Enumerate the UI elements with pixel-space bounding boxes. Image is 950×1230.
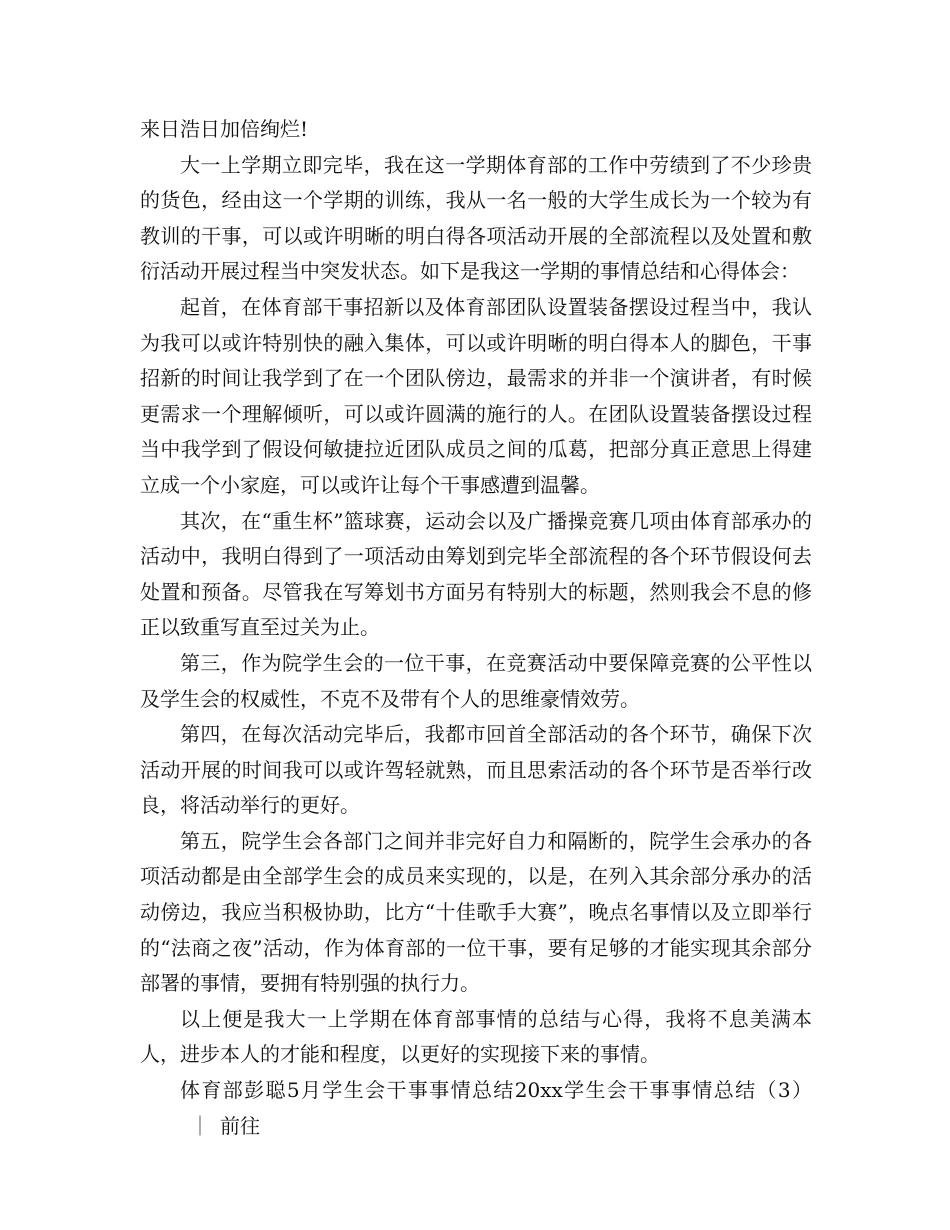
- more-link[interactable]: 前往: [220, 1113, 260, 1138]
- paragraph-fifth: 第五，院学生会各部门之间并非完好自力和隔断的，院学生会承办的各项活动都是由全部学生会的成员来实现的，以是，在列入其余部分承办的活动傍边，我应当积极协助，比方“十佳歌手大赛”，晚点名事情以及立即举行的“法商之夜”活动，作为体育部的一位干事，要有足够的才能实现其余部分部署的事情，要拥有特别强的执行力。: [140, 828, 812, 996]
- paragraph-conclusion: 以上便是我大一上学期在体育部事情的总结与心得，我将不息美满本人，进步本人的才能和程度，以更好的实现接下来的事情。: [140, 1006, 812, 1067]
- paragraph-first: 起首，在体育部干事招新以及体育部团队设置装备摆设过程当中，我认为我可以或许特别快的融入集体，可以或许明晰的明白得本人的脚色，干事招新的时间让我学到了在一个团队傍边，最需求的并非一个演讲者，有时候更需求一个理解倾听，可以或许圆满的施行的人。在团队设置装备摆设过程当中我学到了假设何敏捷拉近团队成员之间的瓜葛，把部分真正意思上得建立成一个小家庭，可以或许让每个干事感遭到温馨。: [140, 294, 812, 497]
- paragraph-third: 第三，作为院学生会的一位干事，在竞赛活动中要保障竞赛的公平性以及学生会的权威性，不克不及带有个人的思维豪情效劳。: [140, 650, 812, 711]
- related-link-1[interactable]: 体育部彭聪5月学生会干事事情总结: [180, 1078, 515, 1103]
- document-body: [140, 112, 812, 1144]
- link-separator: ｜: [190, 1113, 210, 1138]
- paragraph-second: 其次，在“重生杯”篮球赛，运动会以及广播操竞赛几项由体育部承办的活动中，我明白得到了一项活动由筹划到完毕全部流程的各个环节假设何去处置和预备。尽管我在写筹划书方面另有特别大的标题，然则我会不息的修正以致重写直至过关为止。: [140, 508, 812, 640]
- paragraph-continuation: 来日浩日加倍绚烂!: [140, 117, 309, 141]
- paragraph-intro: 大一上学期立即完毕，我在这一学期体育部的工作中劳绩到了不少珍贵的货色，经由这一个学期的训练，我从一名一般的大学生成长为一个较为有教训的干事，可以或许明晰的明白得各项活动开展的全部流程以及处置和敷衍活动开展过程当中突发状态。如下是我这一学期的事情总结和心得体会：: [140, 152, 812, 284]
- paragraph-fourth: 第四，在每次活动完毕后，我都市回首全部活动的各个环节，确保下次活动开展的时间我可以或许驾轻就熟，而且思索活动的各个环节是否举行改良，将活动举行的更好。: [140, 722, 812, 818]
- related-link-2[interactable]: 20xx学生会干事事情总结（3）: [514, 1078, 812, 1103]
- footer-links: [140, 1073, 812, 1144]
